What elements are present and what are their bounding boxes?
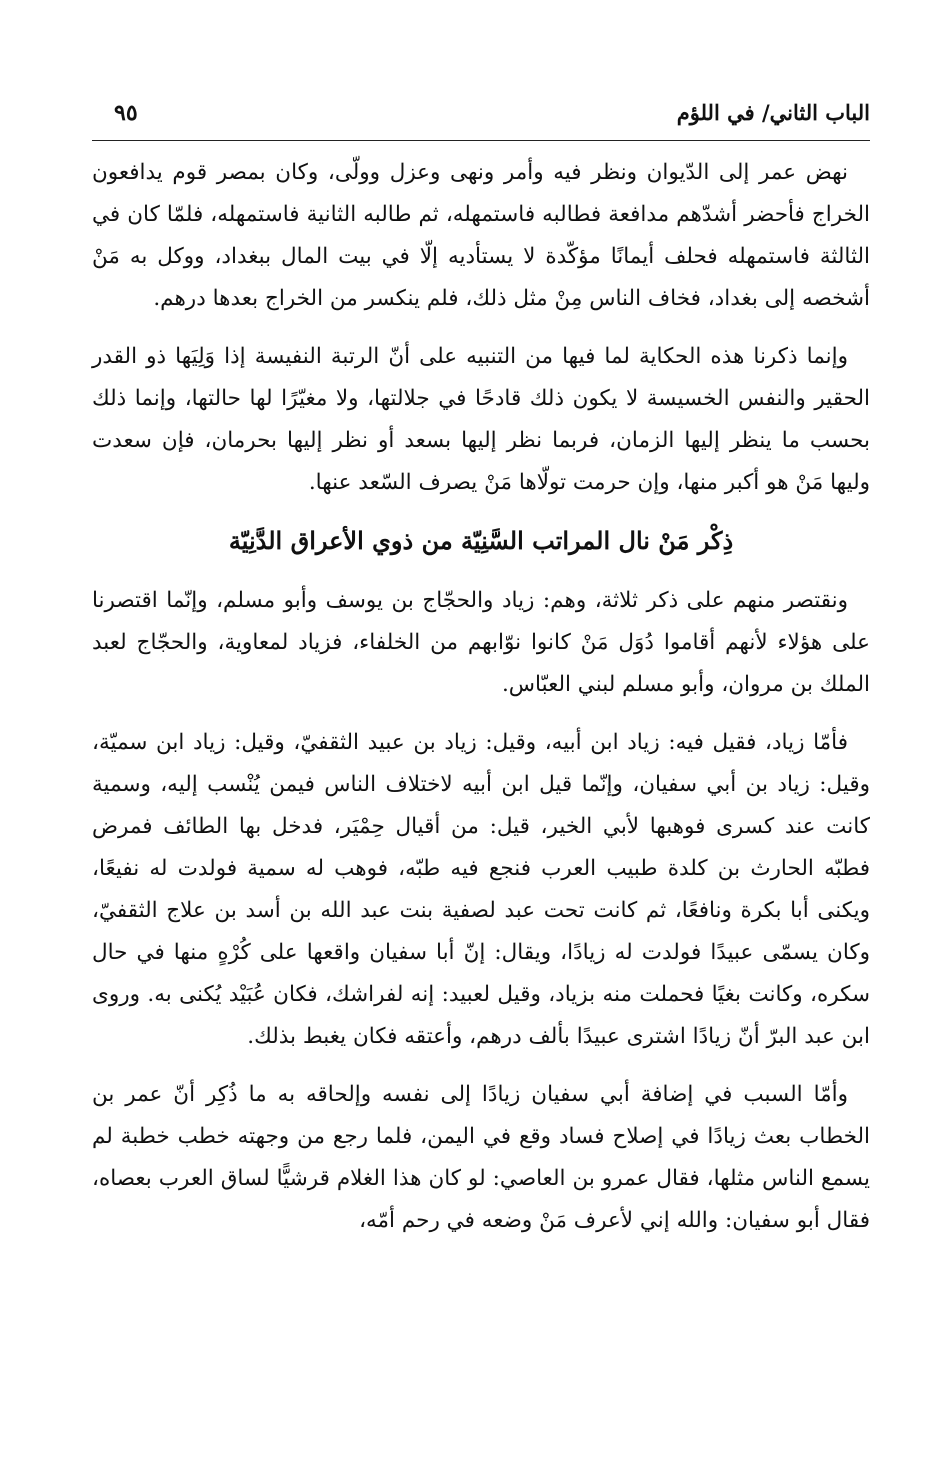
paragraph: فأمّا زياد، فقيل فيه: زياد ابن أبيه، وقيل: زياد بن عبيد الثقفيّ، وقيل: زياد ابن سميّة، وقيل: زياد بن أبي سفيان، وإنّما قيل ابن أبيه لاختلاف الناس فيمن يُنْسب إليه، وسمية كانت عند كسرى فوهبها لأبي الخير، قيل: من أقيال حِمْيَر، فدخل بها الطائف فمرض فطبّه الحارث بن كلدة طبيب العرب فنجع فيه طبّه، فوهب له سمية فولدت له نفيعًا، ويكنى أبا بكرة ونافعًا، ثم كانت تحت عبد لصفية بنت عبد الله بن أسد بن علاج الثقفيّ، وكان يسمّى عبيدًا فولدت له زيادًا، ويقال: إنّ أبا سفيان واقعها على كُرْهٍ منها في حال سكره، وكانت بغيًا فحملت منه بزياد، وقيل لعبيد: إنه لفراشك، فكان عُبَيْد يُكنى به. وروى ابن عبد البرّ أنّ زيادًا اشترى عبيدًا بألف درهم، وأعتقه فكان يغبط بذلك. (92, 730, 870, 1049)
body-text (92, 152, 870, 1242)
header-rule (92, 140, 870, 141)
chapter-title: الباب الثاني/ في اللؤم (676, 100, 870, 125)
paragraph: وأمّا السبب في إضافة أبي سفيان زيادًا إلى نفسه وإلحاقه به ما ذُكِر أنّ عمر بن الخطاب بعث زيادًا في إصلاح فساد وقع في اليمن، فلما رجع من وجهته خطب خطبة لم يسمع الناس مثلها، فقال عمرو بن العاصي: لو كان هذا الغلام قرشيًّا لساق العرب بعصاه، فقال أبو سفيان: والله إني لأعرف مَنْ وضعه في رحم أمّه، (92, 1082, 870, 1233)
running-header (92, 88, 870, 132)
paragraph: نهض عمر إلى الدّيوان ونظر فيه وأمر ونهى وعزل وولّى، وكان بمصر قوم يدافعون الخراج فأحضر أشدّهم مدافعة فطالبه فاستمهله، ثم طالبه الثانية فاستمهله، فلمّا كان في الثالثة فاستمهله فحلف أيمانًا مؤكّدة لا يستأديه إلّا في بيت المال ببغداد، ووكل به مَنْ أشخصه إلى بغداد، فخاف الناس مِنْ مثل ذلك، فلم ينكسر من الخراج بعدها درهم. (92, 160, 870, 311)
paragraph: ونقتصر منهم على ذكر ثلاثة، وهم: زياد والحجّاج بن يوسف وأبو مسلم، وإنّما اقتصرنا على هؤلاء لأنهم أقاموا دُوَل مَنْ كانوا نوّابهم من الخلفاء، فزياد لمعاوية، والحجّاج لعبد الملك بن مروان، وأبو مسلم لبني العبّاس. (92, 588, 870, 697)
paragraph: وإنما ذكرنا هذه الحكاية لما فيها من التنبيه على أنّ الرتبة النفيسة إذا وَلِيَها ذو القدر الحقير والنفس الخسيسة لا يكون ذلك قادحًا في جلالتها، ولا مغيّرًا لها حالتها، وإنما ذلك بحسب ما ينظر إليها الزمان، فربما نظر إليها بسعد أو نظر إليها بحرمان، فإن سعدت وليها مَنْ هو أكبر منها، وإن حرمت تولّاها مَنْ يصرف السّعد عنها. (92, 344, 870, 495)
section-heading: ذِكْر مَنْ نال المراتب السَّنِيّة من ذوي الأعراق الدَّنِيّة (228, 526, 734, 555)
book-page (92, 88, 870, 1258)
page-number: ٩٥ (114, 100, 138, 126)
